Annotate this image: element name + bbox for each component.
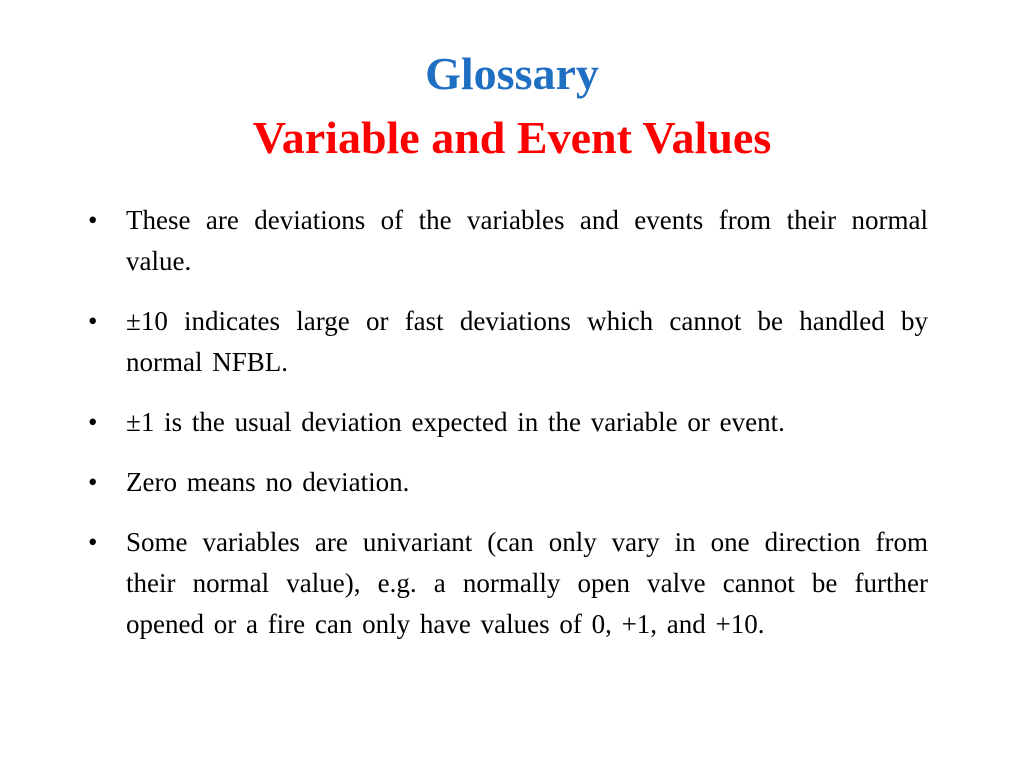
bullet-text: Some variables are univariant (can only vary in one direction from their normal value), e.g. a normally open valve cannot be further opened or a fire can only have values of 0, +1, and +10. bbox=[126, 527, 928, 639]
bullet-icon: • bbox=[88, 467, 98, 497]
bullet-icon: • bbox=[88, 527, 98, 557]
title-glossary: Glossary bbox=[425, 48, 599, 99]
bullet-icon: • bbox=[88, 205, 98, 235]
bullet-item bbox=[88, 200, 928, 282]
bullet-item bbox=[88, 522, 928, 645]
bullet-list bbox=[88, 200, 928, 664]
bullet-icon: • bbox=[88, 407, 98, 437]
bullet-text: ±1 is the usual deviation expected in the variable or event. bbox=[126, 407, 785, 437]
bullet-text: ±10 indicates large or fast deviations which cannot be handled by normal NFBL. bbox=[126, 306, 928, 377]
bullet-text: These are deviations of the variables and events from their normal value. bbox=[126, 205, 928, 276]
bullet-item bbox=[88, 301, 928, 383]
title-subtitle: Variable and Event Values bbox=[252, 112, 772, 163]
bullet-text: Zero means no deviation. bbox=[126, 467, 410, 497]
bullet-item bbox=[88, 462, 928, 503]
slide-title bbox=[0, 48, 1024, 164]
bullet-item bbox=[88, 402, 928, 443]
bullet-icon: • bbox=[88, 306, 98, 336]
